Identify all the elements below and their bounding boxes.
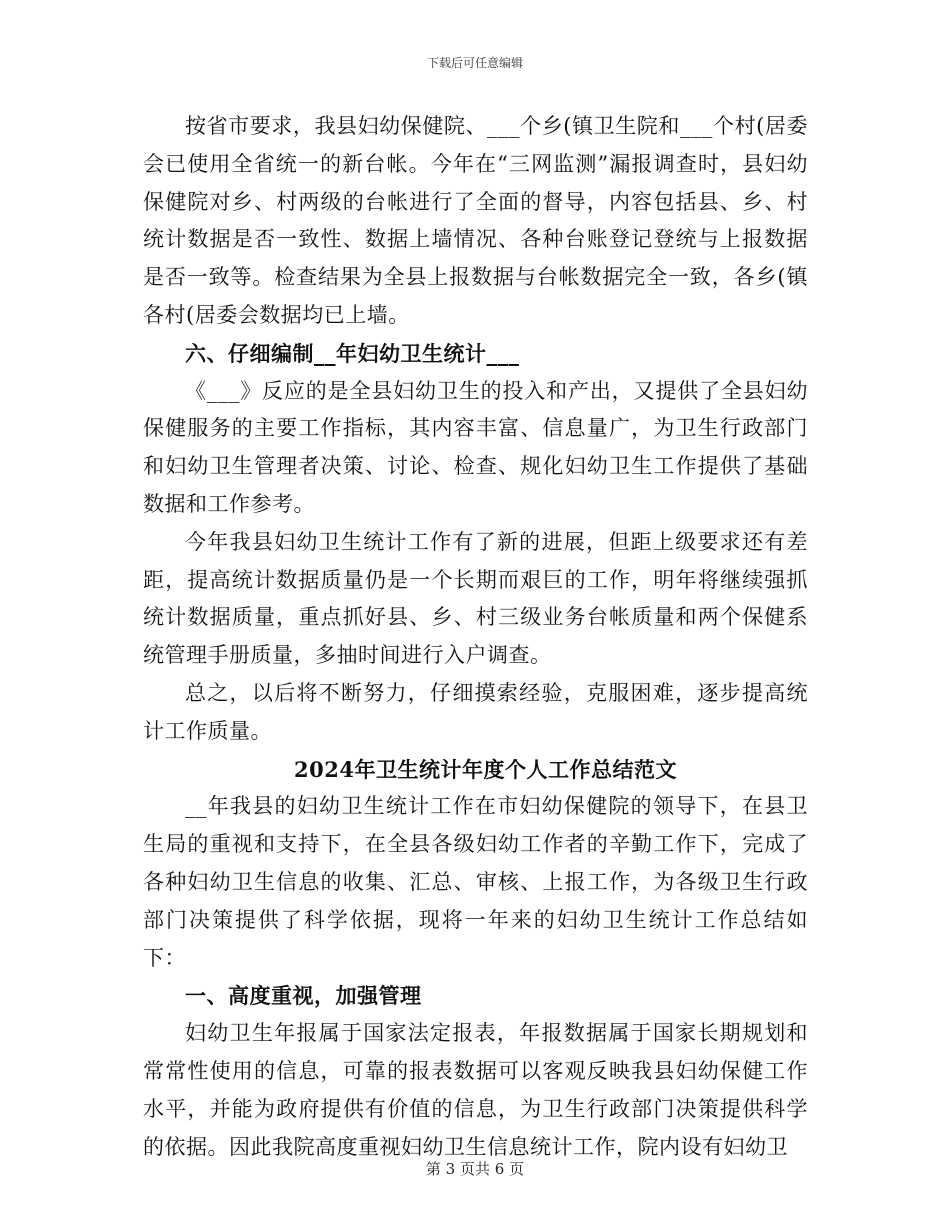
- document-body: [143, 108, 808, 1166]
- paragraph-progress: 今年我县妇幼卫生统计工作有了新的进展，但距上级要求还有差距，提高统计数据质量仍是一个长期而艰巨的工作，明年将继续强抓统计数据质量，重点抓好县、乡、村三级业务台帐质量和两个保健系统管理手册质量，多抽时间进行入户调查。: [143, 529, 808, 668]
- paragraph-annual-report: 妇幼卫生年报属于国家法定报表，年报数据属于国家长期规划和常常性使用的信息，可靠的报表数据可以客观反映我县妇幼保健工作水平，并能为政府提供有价值的信息，为卫生行政部门决策提供科学的依据。因此我院高度重视妇幼卫生信息统计工作，院内设有妇幼卫: [143, 1021, 808, 1159]
- paragraph-intro: __年我县的妇幼卫生统计工作在市妇幼保健院的领导下，在县卫生局的重视和支持下，在全县各级妇幼工作者的辛勤工作下，完成了各种妇幼卫生信息的收集、汇总、审核、上报工作，为各级卫生行政部门决策提供了科学依据，现将一年来的妇幼卫生统计工作总结如下：: [143, 794, 808, 970]
- section-heading-one: 一、高度重视，加强管理: [185, 983, 422, 1009]
- paragraph-ledger-check: 按省市要求，我县妇幼保健院、___个乡(镇卫生院和___个村(居委会已使用全省统一的新台帐。今年在“三网监测”漏报调查时，县妇幼保健院对乡、村两级的台帐进行了全面的督导，内容包括县、乡、村统计数据是否一致性、数据上墙情况、各种台账登记登统与上报数据是否一致等。检查结果为全县上报数据与台帐数据完全一致，各乡(镇各村(居委会数据均已上墙。: [143, 114, 808, 327]
- section-heading-six: 六、仔细编制__年妇幼卫生统计___: [185, 340, 520, 366]
- article-title: 2024年卫生统计年度个人工作总结范文: [294, 756, 677, 782]
- header-note: 下载后可任意编辑: [426, 56, 523, 70]
- paragraph-statistics-book: 《___》反应的是全县妇幼卫生的投入和产出，又提供了全县妇幼保健服务的主要工作指标，其内容丰富、信息量广，为卫生行政部门和妇幼卫生管理者决策、讨论、检查、规化妇幼卫生工作提供了基础数据和工作参考。: [143, 378, 808, 516]
- page-number-footer: 第 3 页共 6 页: [425, 1160, 525, 1178]
- paragraph-conclusion: 总之，以后将不断努力，仔细摸索经验，克服困难，逐步提高统计工作质量。: [143, 680, 808, 743]
